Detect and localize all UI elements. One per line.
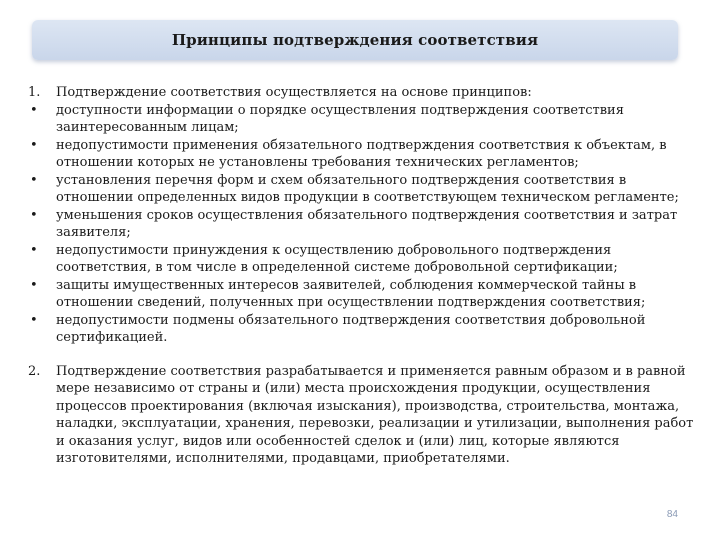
bullet-text: недопустимости подмены обязательного подтверждения соответствия добровольной сертификацией. [56,312,646,345]
numbered-item-2 [28,363,700,468]
content-body [28,84,700,468]
bullet-item [28,312,700,347]
bullet-text: доступности информации о порядке осуществления подтверждения соответствия заинтересованным лицам; [56,102,624,135]
bullet-text: установления перечня форм и схем обязательного подтверждения соответствия в отношении определенных видов продукции в соответствующем техническом регламенте; [56,172,679,205]
bullet-item [28,277,700,312]
bullet-icon: • [30,312,38,328]
title-banner [32,20,678,60]
item-text: Подтверждение соответствия разрабатывается и применяется равным образом и в равной мере независимо от страны и (или) места происхождения продукции, осуществления процессов проектирования (включая изыскания), производства, строительства, монтажа, наладки, эксплуатации, хранения, перевозки, реализации и утилизации, выполнения работ и оказания услуг, видов или особенностей сделок и (или) лиц, которые являются изготовителями, исполнителями, продавцами, приобретателями. [56,363,694,466]
item-number: 2. [28,363,41,379]
bullet-item [28,242,700,277]
bullet-item [28,172,700,207]
bullet-icon: • [30,137,38,153]
bullet-item [28,102,700,137]
bullet-text: недопустимости применения обязательного подтверждения соответствия к объектам, в отношении которых не установлены требования технических регламентов; [56,137,667,170]
bullet-text: защиты имущественных интересов заявителей, соблюдения коммерческой тайны в отношении сведений, полученных при осуществлении подтверждения соответствия; [56,277,646,310]
bullet-text: уменьшения сроков осуществления обязательного подтверждения соответствия и затрат заявителя; [56,207,678,240]
item-text: Подтверждение соответствия осуществляется на основе принципов: [56,85,532,100]
bullet-text: недопустимости принуждения к осуществлению добровольного подтверждения соответствия, в том числе в определенной системе добровольной сертификации; [56,242,618,275]
bullet-icon: • [30,172,38,188]
bullet-icon: • [30,277,38,293]
page-title: Принципы подтверждения соответствия [171,31,539,49]
bullet-item [28,137,700,172]
bullet-icon: • [30,207,38,223]
bullet-icon: • [30,242,38,258]
spacer [28,347,700,363]
bullet-item [28,207,700,242]
page-number: 84 [666,509,678,520]
bullet-icon: • [30,102,38,118]
item-number: 1. [28,85,41,100]
numbered-item-1 [28,84,700,102]
